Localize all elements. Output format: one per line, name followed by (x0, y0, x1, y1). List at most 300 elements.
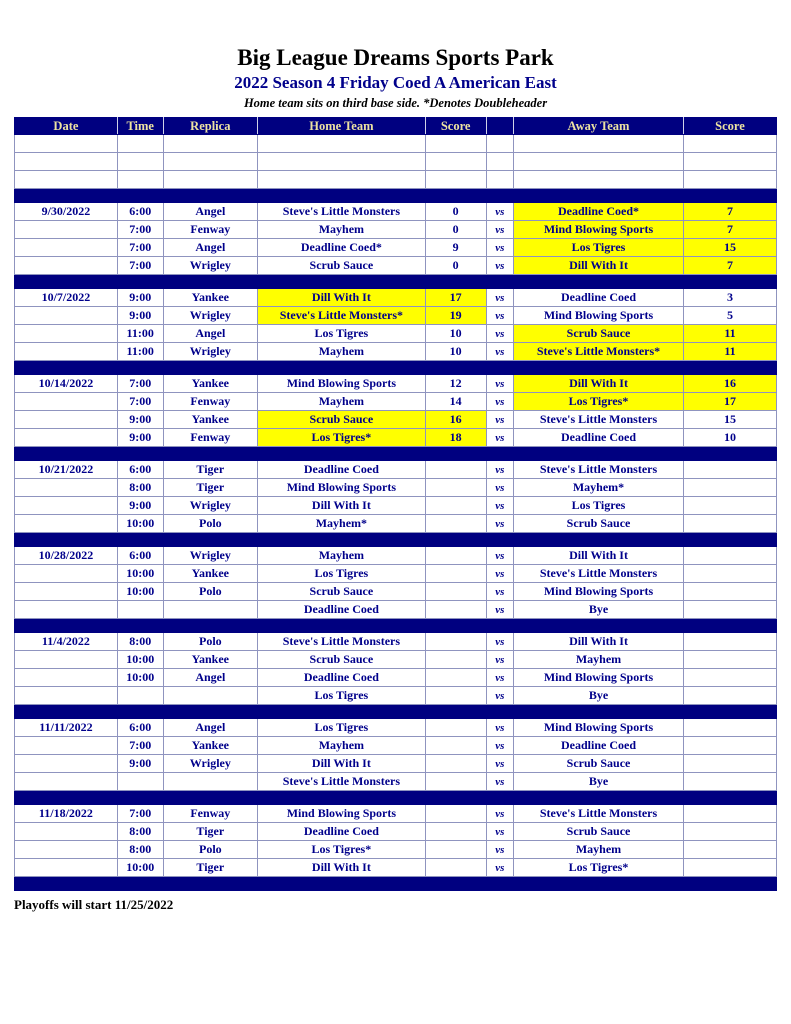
game-row (15, 755, 777, 773)
away-team-cell: Mayhem* (514, 479, 684, 497)
vs-label: vs (486, 651, 513, 669)
replica-cell: Polo (163, 841, 257, 859)
vs-label: vs (486, 393, 513, 411)
date-cell (15, 343, 118, 361)
home-score-cell: 14 (425, 393, 486, 411)
game-row (15, 343, 777, 361)
away-score-cell: 17 (683, 393, 776, 411)
home-team-cell: Steve's Little Monsters (258, 773, 426, 791)
home-score-cell (425, 773, 486, 791)
separator-row (15, 877, 777, 891)
time-cell: 8:00 (117, 633, 163, 651)
away-team-cell: Deadline Coed (514, 289, 684, 307)
game-row (15, 239, 777, 257)
home-team-cell: Mayhem (258, 737, 426, 755)
time-cell: 7:00 (117, 393, 163, 411)
date-cell (15, 221, 118, 239)
game-row (15, 669, 777, 687)
separator-row (15, 275, 777, 289)
replica-cell: Yankee (163, 737, 257, 755)
replica-cell: Tiger (163, 823, 257, 841)
vs-label: vs (486, 257, 513, 275)
date-cell (15, 669, 118, 687)
home-score-cell (425, 719, 486, 737)
time-cell: 7:00 (117, 257, 163, 275)
time-cell: 8:00 (117, 841, 163, 859)
time-cell: 9:00 (117, 307, 163, 325)
away-team-cell: Dill With It (514, 257, 684, 275)
vs-label: vs (486, 343, 513, 361)
away-team-cell: Dill With It (514, 633, 684, 651)
game-row (15, 823, 777, 841)
home-team-cell: Deadline Coed (258, 461, 426, 479)
date-cell: 9/30/2022 (15, 203, 118, 221)
home-score-cell (425, 805, 486, 823)
vs-label: vs (486, 515, 513, 533)
game-row (15, 805, 777, 823)
footer-note: Playoffs will start 11/25/2022 (14, 897, 174, 912)
separator-bar (15, 619, 777, 633)
date-cell (15, 307, 118, 325)
game-row (15, 687, 777, 705)
replica-cell: Wrigley (163, 343, 257, 361)
replica-cell: Yankee (163, 651, 257, 669)
away-score-cell (683, 859, 776, 877)
home-team-cell: Mind Blowing Sports (258, 479, 426, 497)
vs-label: vs (486, 859, 513, 877)
away-team-cell: Steve's Little Monsters (514, 411, 684, 429)
away-team-cell: Los Tigres* (514, 393, 684, 411)
vs-label: vs (486, 375, 513, 393)
home-score-cell (425, 755, 486, 773)
date-cell (15, 737, 118, 755)
vs-label: vs (486, 601, 513, 619)
replica-cell: Wrigley (163, 755, 257, 773)
empty-cell (514, 171, 684, 189)
empty-cell (425, 135, 486, 153)
home-team-cell: Dill With It (258, 755, 426, 773)
separator-bar (15, 877, 777, 891)
game-row (15, 221, 777, 239)
time-cell: 9:00 (117, 497, 163, 515)
time-cell: 7:00 (117, 375, 163, 393)
vs-label: vs (486, 221, 513, 239)
vs-label: vs (486, 411, 513, 429)
game-row (15, 565, 777, 583)
empty-cell (163, 135, 257, 153)
replica-cell: Wrigley (163, 307, 257, 325)
vs-label: vs (486, 583, 513, 601)
home-team-cell: Mayhem (258, 547, 426, 565)
game-row (15, 859, 777, 877)
replica-cell: Tiger (163, 859, 257, 877)
time-cell: 9:00 (117, 755, 163, 773)
vs-label: vs (486, 461, 513, 479)
vs-label: vs (486, 773, 513, 791)
empty-cell (15, 135, 118, 153)
game-row (15, 737, 777, 755)
page-subtitle: 2022 Season 4 Friday Coed A American East (234, 73, 557, 92)
away-team-cell: Mind Blowing Sports (514, 307, 684, 325)
time-cell: 6:00 (117, 461, 163, 479)
game-row (15, 461, 777, 479)
replica-cell: Angel (163, 239, 257, 257)
replica-cell: Yankee (163, 289, 257, 307)
date-cell: 10/14/2022 (15, 375, 118, 393)
date-cell (15, 687, 118, 705)
away-team-cell: Steve's Little Monsters (514, 461, 684, 479)
replica-cell: Yankee (163, 375, 257, 393)
home-team-cell: Mayhem (258, 343, 426, 361)
home-score-cell (425, 461, 486, 479)
separator-row (15, 533, 777, 547)
home-score-cell: 0 (425, 221, 486, 239)
time-cell: 6:00 (117, 547, 163, 565)
date-cell (15, 411, 118, 429)
date-cell: 10/28/2022 (15, 547, 118, 565)
home-score-cell (425, 841, 486, 859)
away-team-cell: Deadline Coed (514, 737, 684, 755)
date-cell (15, 565, 118, 583)
away-team-cell: Dill With It (514, 547, 684, 565)
home-team-cell: Dill With It (258, 289, 426, 307)
empty-cell (117, 171, 163, 189)
home-score-cell: 0 (425, 203, 486, 221)
date-cell: 11/4/2022 (15, 633, 118, 651)
time-cell: 9:00 (117, 411, 163, 429)
home-score-cell (425, 633, 486, 651)
replica-cell: Tiger (163, 461, 257, 479)
home-team-cell: Los Tigres* (258, 841, 426, 859)
away-team-cell: Steve's Little Monsters* (514, 343, 684, 361)
away-score-cell (683, 651, 776, 669)
away-team-cell: Scrub Sauce (514, 755, 684, 773)
date-cell (15, 479, 118, 497)
away-score-cell (683, 601, 776, 619)
home-score-cell: 10 (425, 325, 486, 343)
replica-cell: Polo (163, 583, 257, 601)
date-cell: 11/11/2022 (15, 719, 118, 737)
home-score-cell: 19 (425, 307, 486, 325)
replica-cell: Angel (163, 719, 257, 737)
separator-bar (15, 705, 777, 719)
date-cell (15, 755, 118, 773)
home-team-cell: Los Tigres (258, 719, 426, 737)
away-score-cell (683, 805, 776, 823)
replica-cell: Fenway (163, 805, 257, 823)
empty-cell (683, 153, 776, 171)
date-cell (15, 841, 118, 859)
time-cell (117, 687, 163, 705)
vs-label: vs (486, 497, 513, 515)
away-team-cell: Scrub Sauce (514, 823, 684, 841)
game-row (15, 515, 777, 533)
home-score-cell: 0 (425, 257, 486, 275)
separator-row (15, 361, 777, 375)
replica-cell: Wrigley (163, 257, 257, 275)
separator-bar (15, 533, 777, 547)
time-cell: 10:00 (117, 651, 163, 669)
away-score-cell (683, 497, 776, 515)
away-score-cell (683, 669, 776, 687)
home-score-cell: 18 (425, 429, 486, 447)
home-team-cell: Scrub Sauce (258, 411, 426, 429)
away-score-cell: 7 (683, 203, 776, 221)
replica-cell: Polo (163, 633, 257, 651)
time-cell: 6:00 (117, 203, 163, 221)
away-team-cell: Steve's Little Monsters (514, 805, 684, 823)
away-score-cell (683, 547, 776, 565)
away-team-cell: Mind Blowing Sports (514, 669, 684, 687)
time-cell: 7:00 (117, 737, 163, 755)
separator-row (15, 705, 777, 719)
game-row (15, 325, 777, 343)
away-score-cell: 7 (683, 257, 776, 275)
home-team-cell: Deadline Coed* (258, 239, 426, 257)
date-cell (15, 823, 118, 841)
date-cell (15, 601, 118, 619)
home-team-cell: Deadline Coed (258, 601, 426, 619)
empty-cell (514, 153, 684, 171)
away-score-cell (683, 461, 776, 479)
away-score-cell (683, 687, 776, 705)
game-row (15, 651, 777, 669)
home-score-cell (425, 565, 486, 583)
empty-cell (117, 135, 163, 153)
away-score-cell: 10 (683, 429, 776, 447)
away-team-cell: Steve's Little Monsters (514, 565, 684, 583)
empty-cell (163, 153, 257, 171)
home-team-cell: Deadline Coed (258, 669, 426, 687)
home-team-cell: Scrub Sauce (258, 651, 426, 669)
col-header-home-team: Home Team (258, 118, 426, 135)
home-team-cell: Los Tigres* (258, 429, 426, 447)
date-cell (15, 429, 118, 447)
col-header-home-score: Score (425, 118, 486, 135)
vs-label: vs (486, 325, 513, 343)
replica-cell (163, 773, 257, 791)
away-score-cell: 7 (683, 221, 776, 239)
replica-cell: Fenway (163, 393, 257, 411)
empty-cell (15, 171, 118, 189)
game-row (15, 497, 777, 515)
empty-cell (486, 135, 513, 153)
away-score-cell: 15 (683, 411, 776, 429)
page-note: Home team sits on third base side. *Denotes Doubleheader (243, 96, 548, 110)
replica-cell: Fenway (163, 429, 257, 447)
separator-bar (15, 275, 777, 289)
col-header-vs (486, 118, 513, 135)
home-team-cell: Steve's Little Monsters (258, 203, 426, 221)
away-score-cell (683, 515, 776, 533)
empty-cell (425, 153, 486, 171)
vs-label: vs (486, 841, 513, 859)
schedule-body (15, 135, 777, 891)
time-cell: 8:00 (117, 479, 163, 497)
game-row (15, 429, 777, 447)
date-cell (15, 497, 118, 515)
empty-cell (258, 135, 426, 153)
replica-cell: Angel (163, 669, 257, 687)
away-team-cell: Bye (514, 601, 684, 619)
col-header-date: Date (15, 118, 118, 135)
separator-row (15, 189, 777, 203)
away-score-cell (683, 823, 776, 841)
home-team-cell: Scrub Sauce (258, 583, 426, 601)
empty-cell (117, 153, 163, 171)
home-team-cell: Dill With It (258, 859, 426, 877)
home-score-cell: 12 (425, 375, 486, 393)
date-cell: 11/18/2022 (15, 805, 118, 823)
home-score-cell (425, 737, 486, 755)
home-team-cell: Deadline Coed (258, 823, 426, 841)
away-score-cell: 5 (683, 307, 776, 325)
time-cell: 11:00 (117, 325, 163, 343)
away-score-cell: 15 (683, 239, 776, 257)
empty-cell (683, 171, 776, 189)
game-row (15, 773, 777, 791)
away-team-cell: Mind Blowing Sports (514, 719, 684, 737)
away-score-cell (683, 583, 776, 601)
home-score-cell: 10 (425, 343, 486, 361)
home-score-cell (425, 687, 486, 705)
time-cell: 9:00 (117, 429, 163, 447)
vs-label: vs (486, 687, 513, 705)
date-cell (15, 651, 118, 669)
game-row (15, 583, 777, 601)
home-team-cell: Scrub Sauce (258, 257, 426, 275)
replica-cell: Wrigley (163, 497, 257, 515)
replica-cell: Angel (163, 203, 257, 221)
separator-bar (15, 447, 777, 461)
away-team-cell: Bye (514, 773, 684, 791)
date-cell (15, 239, 118, 257)
away-team-cell: Deadline Coed* (514, 203, 684, 221)
date-cell: 10/7/2022 (15, 289, 118, 307)
vs-label: vs (486, 633, 513, 651)
replica-cell: Tiger (163, 479, 257, 497)
vs-label: vs (486, 289, 513, 307)
home-score-cell (425, 669, 486, 687)
home-score-cell: 16 (425, 411, 486, 429)
date-cell (15, 515, 118, 533)
separator-bar (15, 361, 777, 375)
page-title: Big League Dreams Sports Park (237, 45, 554, 70)
game-row (15, 307, 777, 325)
away-team-cell: Los Tigres* (514, 859, 684, 877)
empty-cell (258, 153, 426, 171)
game-row (15, 375, 777, 393)
time-cell: 7:00 (117, 805, 163, 823)
vs-label: vs (486, 565, 513, 583)
vs-label: vs (486, 823, 513, 841)
replica-cell: Angel (163, 325, 257, 343)
vs-label: vs (486, 307, 513, 325)
game-row (15, 633, 777, 651)
game-row (15, 203, 777, 221)
replica-cell (163, 687, 257, 705)
empty-cell (425, 171, 486, 189)
time-cell: 9:00 (117, 289, 163, 307)
home-team-cell: Mayhem* (258, 515, 426, 533)
date-cell (15, 773, 118, 791)
time-cell: 6:00 (117, 719, 163, 737)
home-team-cell: Dill With It (258, 497, 426, 515)
replica-cell: Wrigley (163, 547, 257, 565)
game-row (15, 547, 777, 565)
away-team-cell: Dill With It (514, 375, 684, 393)
away-score-cell (683, 479, 776, 497)
away-team-cell: Mind Blowing Sports (514, 583, 684, 601)
empty-cell (163, 171, 257, 189)
away-score-cell: 11 (683, 343, 776, 361)
separator-bar (15, 189, 777, 203)
home-score-cell (425, 515, 486, 533)
date-cell (15, 257, 118, 275)
game-row (15, 393, 777, 411)
away-score-cell (683, 773, 776, 791)
empty-cell (486, 171, 513, 189)
empty-cell (15, 153, 118, 171)
home-team-cell: Los Tigres (258, 565, 426, 583)
time-cell: 10:00 (117, 583, 163, 601)
home-score-cell (425, 583, 486, 601)
schedule-table (14, 117, 777, 891)
separator-row (15, 619, 777, 633)
home-score-cell (425, 547, 486, 565)
home-score-cell (425, 859, 486, 877)
away-team-cell: Scrub Sauce (514, 325, 684, 343)
away-team-cell: Mind Blowing Sports (514, 221, 684, 239)
away-team-cell: Scrub Sauce (514, 515, 684, 533)
empty-cell (683, 135, 776, 153)
time-cell: 10:00 (117, 565, 163, 583)
home-score-cell (425, 823, 486, 841)
col-header-away-team: Away Team (514, 118, 684, 135)
game-row (15, 411, 777, 429)
empty-cell (258, 171, 426, 189)
vs-label: vs (486, 737, 513, 755)
away-score-cell (683, 565, 776, 583)
time-cell: 7:00 (117, 239, 163, 257)
home-team-cell: Mayhem (258, 393, 426, 411)
away-score-cell (683, 841, 776, 859)
home-team-cell: Los Tigres (258, 687, 426, 705)
away-score-cell (683, 755, 776, 773)
home-score-cell: 17 (425, 289, 486, 307)
vs-label: vs (486, 755, 513, 773)
away-team-cell: Deadline Coed (514, 429, 684, 447)
home-team-cell: Mind Blowing Sports (258, 805, 426, 823)
game-row (15, 601, 777, 619)
time-cell: 8:00 (117, 823, 163, 841)
game-row (15, 841, 777, 859)
away-score-cell: 11 (683, 325, 776, 343)
game-row (15, 289, 777, 307)
away-score-cell (683, 633, 776, 651)
home-score-cell: 9 (425, 239, 486, 257)
vs-label: vs (486, 719, 513, 737)
time-cell: 10:00 (117, 859, 163, 877)
col-header-away-score: Score (683, 118, 776, 135)
time-cell: 11:00 (117, 343, 163, 361)
date-cell (15, 583, 118, 601)
empty-row (15, 171, 777, 189)
table-header-row (15, 118, 777, 135)
separator-bar (15, 791, 777, 805)
vs-label: vs (486, 429, 513, 447)
empty-row (15, 135, 777, 153)
